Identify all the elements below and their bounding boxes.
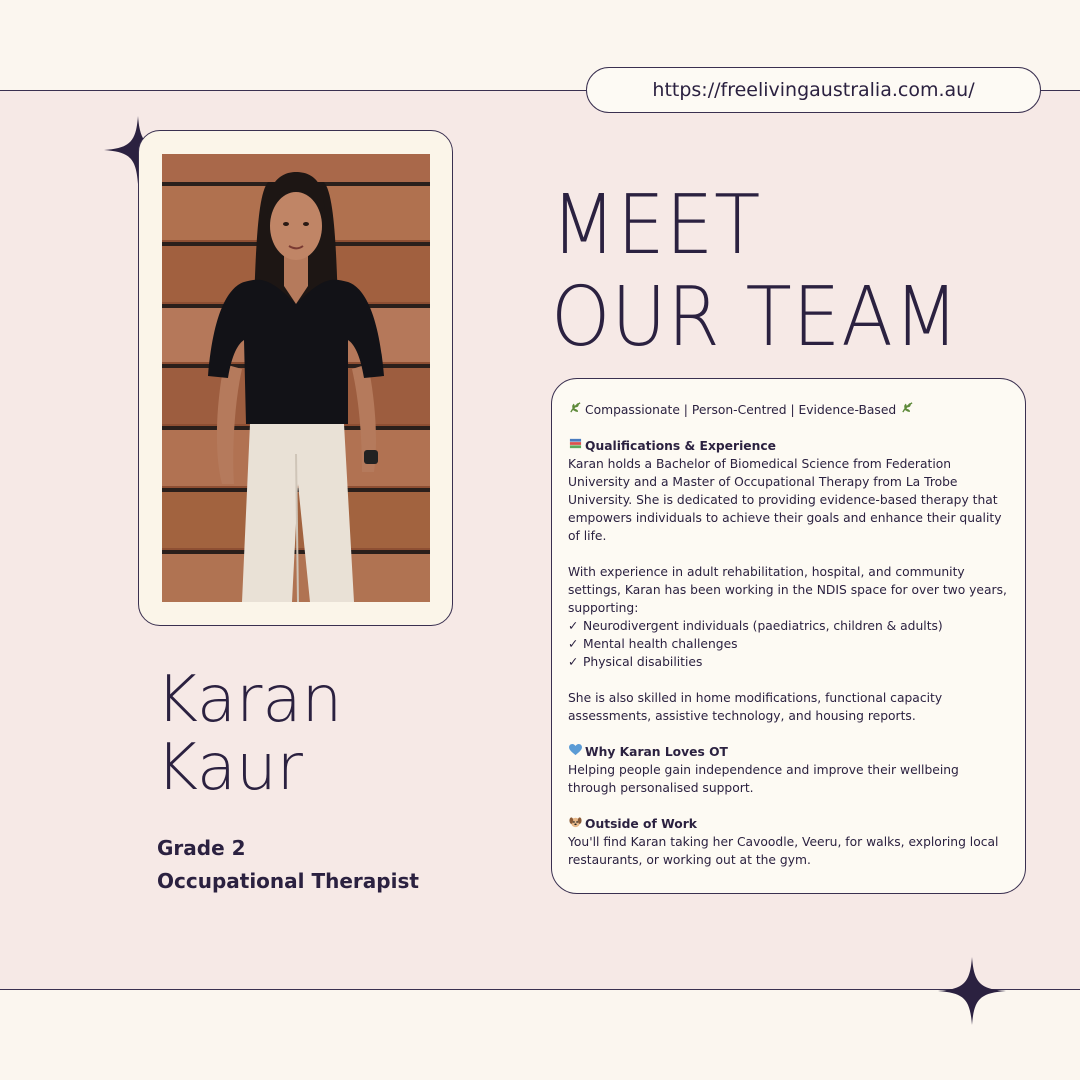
portrait-illustration	[162, 154, 430, 602]
check-mark-icon: ✓	[568, 619, 579, 633]
team-member-name	[156, 663, 343, 805]
herb-icon	[900, 401, 914, 419]
sparkle-icon	[938, 957, 1006, 1025]
support-item: ✓ Physical disabilities	[568, 655, 703, 669]
team-member-role	[157, 832, 419, 898]
team-member-photo	[162, 154, 430, 602]
role-grade: Grade 2	[157, 836, 246, 860]
title-line-1: MEET	[551, 178, 762, 273]
qualifications-heading: Qualifications & Experience	[585, 439, 777, 453]
why-section	[568, 743, 1011, 797]
website-url-pill[interactable]	[586, 67, 1041, 113]
first-name: Karan	[156, 663, 343, 737]
page-title	[551, 180, 960, 364]
bio-tagline	[568, 401, 1011, 419]
skills-text: She is also skilled in home modifications, functional capacity assessments, assistive technology, and housing reports.	[568, 691, 943, 723]
support-item: ✓ Mental health challenges	[568, 637, 738, 651]
outside-heading: Outside of Work	[585, 817, 697, 831]
last-name: Kaur	[156, 731, 303, 805]
qualifications-text: Karan holds a Bachelor of Biomedical Science from Federation University and a Master of Occupational Therapy from La Trobe University. She is dedicated to providing evidence-based therapy that empowers individuals to achieve their goals and enhance their quality of life.	[568, 457, 1002, 543]
check-mark-icon: ✓	[568, 655, 579, 669]
outside-section	[568, 815, 1011, 869]
website-url[interactable]: https://freelivingaustralia.com.au/	[652, 79, 975, 101]
why-text: Helping people gain independence and improve their wellbeing through personalised support.	[568, 763, 959, 795]
experience-intro: With experience in adult rehabilitation, hospital, and community settings, Karan has been working in the NDIS space for over two years, supporting:	[568, 565, 1007, 615]
support-item: ✓ Neurodivergent individuals (paediatrics, children & adults)	[568, 619, 943, 633]
photo-frame	[138, 130, 453, 626]
books-icon	[568, 437, 582, 455]
tagline-text: Compassionate | Person-Centred | Evidence-Based	[585, 403, 897, 417]
experience-section	[568, 563, 1011, 671]
check-mark-icon: ✓	[568, 637, 579, 651]
blue-heart-icon	[568, 743, 582, 761]
dog-icon	[568, 815, 582, 833]
qualifications-section	[568, 437, 1011, 545]
role-title: Occupational Therapist	[157, 869, 419, 893]
title-line-2: OUR TEAM	[551, 270, 960, 365]
bio-card	[551, 378, 1026, 894]
outside-text: You'll find Karan taking her Cavoodle, Veeru, for walks, exploring local restaurants, or working out at the gym.	[568, 835, 999, 867]
herb-icon	[568, 401, 582, 419]
why-heading: Why Karan Loves OT	[585, 745, 728, 759]
